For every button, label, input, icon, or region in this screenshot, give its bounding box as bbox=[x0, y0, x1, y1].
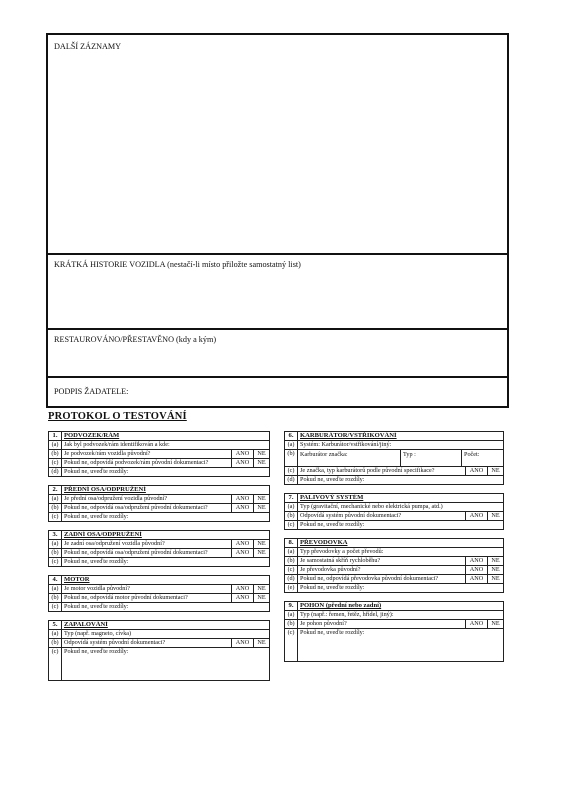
yes-checkbox[interactable]: ANO bbox=[232, 585, 254, 594]
no-checkbox[interactable]: NE bbox=[254, 504, 270, 513]
section-number: 7. bbox=[285, 494, 298, 503]
yes-checkbox[interactable]: ANO bbox=[465, 557, 487, 566]
no-checkbox[interactable]: NE bbox=[254, 639, 270, 648]
section-number: 1. bbox=[49, 432, 62, 441]
no-checkbox[interactable]: NE bbox=[487, 512, 503, 521]
yes-checkbox[interactable]: ANO bbox=[465, 467, 487, 476]
yes-checkbox[interactable]: ANO bbox=[232, 495, 254, 504]
yes-checkbox[interactable]: ANO bbox=[465, 575, 487, 584]
signature-label: PODPIS ŽADATELE: bbox=[54, 387, 129, 396]
further-records-label: DALŠÍ ZÁZNAMY bbox=[54, 42, 122, 51]
yes-checkbox[interactable]: ANO bbox=[232, 540, 254, 549]
section-number: 8. bbox=[285, 539, 298, 548]
differences-field[interactable]: Pokud ne, uveďte rozdíly: bbox=[298, 629, 504, 662]
question-text: Odpovídá systém původní dokumentaci? bbox=[298, 512, 466, 521]
question-text: Je přední osa/odpružení vozidla původní? bbox=[62, 495, 232, 504]
yes-checkbox[interactable]: ANO bbox=[232, 594, 254, 603]
carburettor-brand-field[interactable] bbox=[298, 450, 504, 467]
section-number: 6. bbox=[285, 432, 298, 441]
no-checkbox[interactable]: NE bbox=[487, 575, 503, 584]
drive-type-field[interactable]: Typ (např.: řemen, řetěz, hřídel, jiný): bbox=[298, 611, 504, 620]
chassis-identification-field[interactable]: Jak byl podvozek/rám identifikován a kde: bbox=[62, 441, 270, 450]
question-text: Odpovídá systém původní dokumentaci? bbox=[62, 639, 232, 648]
yes-checkbox[interactable]: ANO bbox=[465, 566, 487, 575]
section-number: 4. bbox=[49, 576, 62, 585]
protocol-left-table: 1. PODVOZEK/RÁM (a) Jak byl podvozek/rám identifikován a kde: (b) Je podvozek/rám vozidla původní? ANO NE (c) Pokud ne, odpovídá podvozek/rám původní dokumentaci? ANO NE (d) Pokud ne, uveďte rozdíly: 2. PŘEDNÍ OSA/ODPRUŽENÍ (a) Je přední osa/odpružení vozidla původní? ANO NE (b) Pokud ne, odpovídá osa/odpružení původní dokumentaci? ANO NE (c) Pokud ne, uveďte rozdíly: 3. ZADNÍ OSA/ODPRUŽENÍ (a) Je zadní osa/odpružení vozidla původní? ANO NE (b) Pokud ne, odpovídá osa/odpružení původní dokumentaci? ANO NE (c) Pokud ne, uveďte rozdíly: 4. MOTOR (a) Je motor vozidla původní? ANO NE (b) Pokud ne, odpovídá motor původní dokumentaci? ANO NE (c) Pokud ne, uveďte rozdíly: 5. ZAPALOVÁNÍ (a) Typ (např. magneto, cívka) (b) Odpovídá systém původní dokumentaci? ANO NE (c) Pokud ne, uveďte rozdíly: bbox=[48, 431, 270, 681]
yes-checkbox[interactable]: ANO bbox=[232, 549, 254, 558]
yes-checkbox[interactable]: ANO bbox=[465, 620, 487, 629]
question-text: Je značka, typ karburátorů podle původní specifikace? bbox=[298, 467, 466, 476]
further-records-field[interactable] bbox=[48, 35, 507, 255]
no-checkbox[interactable]: NE bbox=[254, 540, 270, 549]
vehicle-history-label: KRÁTKÁ HISTORIE VOZIDLA (nestačí-li místo přiložte samostatný list) bbox=[54, 260, 301, 269]
fuel-system-field[interactable]: Systém: Karburátor/vstřikování/jiný: bbox=[298, 441, 504, 450]
differences-field[interactable]: Pokud ne, uveďte rozdíly: bbox=[62, 513, 270, 522]
yes-checkbox[interactable]: ANO bbox=[232, 450, 254, 459]
question-text: Pokud ne, odpovídá osa/odpružení původní dokumentaci? bbox=[62, 549, 232, 558]
section-title: KARBURÁTOR/VSTŘIKOVÁNÍ bbox=[298, 432, 504, 441]
differences-field[interactable]: Pokud ne, uveďte rozdíly: bbox=[298, 476, 504, 485]
no-checkbox[interactable]: NE bbox=[487, 566, 503, 575]
fuel-pump-type-field[interactable]: Typ (gravitační, mechanické nebo elektrická pumpa, atd.) bbox=[298, 503, 504, 512]
section-title: PŘEVODOVKA bbox=[298, 539, 504, 548]
no-checkbox[interactable]: NE bbox=[487, 467, 503, 476]
question-text: Pokud ne, odpovídá osa/odpružení původní dokumentaci? bbox=[62, 504, 232, 513]
yes-checkbox[interactable]: ANO bbox=[232, 504, 254, 513]
question-text: Je převodovka původní? bbox=[298, 566, 466, 575]
question-text: Je samostatná skříň rychloběhu? bbox=[298, 557, 466, 566]
no-checkbox[interactable]: NE bbox=[487, 620, 503, 629]
question-text: Je zadní osa/odpružení vozidla původní? bbox=[62, 540, 232, 549]
yes-checkbox[interactable]: ANO bbox=[465, 512, 487, 521]
question-text: Pokud ne, odpovídá převodovka původní dokumentaci? bbox=[298, 575, 466, 584]
section-number: 9. bbox=[285, 602, 298, 611]
differences-field[interactable]: Pokud ne, uveďte rozdíly: bbox=[62, 468, 270, 477]
gearbox-type-field[interactable]: Typ převodovky a počet převodů: bbox=[298, 548, 504, 557]
section-title: POHON (přední nebo zadní) bbox=[298, 602, 504, 611]
protocol-right-table: 6. KARBURÁTOR/VSTŘIKOVÁNÍ (a) Systém: Karburátor/vstřikování/jiný: (b) Karburátor značka: Typ : Počet: (c) Je značka, typ karburátorů podle původní specifikace? ANO NE (d) Pokud ne, uveďte rozdíly: 7. PALIVOVÝ SYSTÉM (a) Typ (gravitační, mechanické nebo elektrická pumpa, atd.) (b) Odpovídá systém původní dokumentaci? ANO NE (c) Pokud ne, uveďte rozdíly: 8. PŘEVODOVKA (a) Typ převodovky a počet převodů: (b) Je samostatná skříň rychloběhu? ANO NE (c) Je převodovka původní? ANO NE (d) Pokud ne, odpovídá převodovka původní dokumentaci? ANO NE (e) Pokud ne, uveďte rozdíly: 9. POHON (přední nebo zadní) (a) Typ (např.: řemen, řetěz, hřídel, jiný): (b) Je pohon původní? ANO NE (c) Pokud ne, uveďte rozdíly: bbox=[284, 431, 504, 662]
section-title: ZAPALOVÁNÍ bbox=[62, 621, 270, 630]
restored-field[interactable] bbox=[48, 330, 507, 378]
no-checkbox[interactable]: NE bbox=[254, 594, 270, 603]
section-title: PALIVOVÝ SYSTÉM bbox=[298, 494, 504, 503]
carburettor-brand-label: Karburátor značka: bbox=[298, 450, 401, 466]
section-number: 5. bbox=[49, 621, 62, 630]
no-checkbox[interactable]: NE bbox=[254, 495, 270, 504]
section-title: PODVOZEK/RÁM bbox=[62, 432, 270, 441]
differences-field[interactable]: Pokud ne, uveďte rozdíly: bbox=[62, 603, 270, 612]
question-text: Pokud ne, odpovídá podvozek/rám původní dokumentaci? bbox=[62, 459, 232, 468]
differences-field[interactable]: Pokud ne, uveďte rozdíly: bbox=[298, 521, 504, 530]
section-number: 3. bbox=[49, 531, 62, 540]
carburettor-type-label: Typ : bbox=[401, 450, 462, 466]
yes-checkbox[interactable]: ANO bbox=[232, 639, 254, 648]
section-title: ZADNÍ OSA/ODPRUŽENÍ bbox=[62, 531, 270, 540]
no-checkbox[interactable]: NE bbox=[254, 450, 270, 459]
question-text: Je motor vozidla původní? bbox=[62, 585, 232, 594]
applicant-signature-field[interactable] bbox=[48, 378, 507, 408]
carburettor-count-label: Počet: bbox=[464, 451, 480, 458]
no-checkbox[interactable]: NE bbox=[254, 459, 270, 468]
differences-field[interactable]: Pokud ne, uveďte rozdíly: bbox=[298, 584, 504, 593]
no-checkbox[interactable]: NE bbox=[254, 585, 270, 594]
restored-label: RESTAUROVÁNO/PŘESTAVĚNO (kdy a kým) bbox=[54, 335, 217, 344]
vehicle-history-field[interactable] bbox=[48, 255, 507, 330]
question-text: Pokud ne, odpovídá motor původní dokumentaci? bbox=[62, 594, 232, 603]
section-header bbox=[49, 432, 270, 441]
differences-field[interactable]: Pokud ne, uveďte rozdíly: bbox=[62, 648, 270, 681]
differences-field[interactable]: Pokud ne, uveďte rozdíly: bbox=[62, 558, 270, 567]
no-checkbox[interactable]: NE bbox=[254, 549, 270, 558]
no-checkbox[interactable]: NE bbox=[487, 557, 503, 566]
section-title: PŘEDNÍ OSA/ODPRUŽENÍ bbox=[62, 486, 270, 495]
question-text: Je pohon původní? bbox=[298, 620, 466, 629]
protocol-title: PROTOKOL O TESTOVÁNÍ bbox=[48, 411, 187, 422]
section-title: MOTOR bbox=[62, 576, 270, 585]
section-number: 2. bbox=[49, 486, 62, 495]
additional-records-box bbox=[46, 33, 509, 408]
ignition-type-field[interactable]: Typ (např. magneto, cívka) bbox=[62, 630, 270, 639]
yes-checkbox[interactable]: ANO bbox=[232, 459, 254, 468]
question-text: Je podvozek/rám vozidla původní? bbox=[62, 450, 232, 459]
